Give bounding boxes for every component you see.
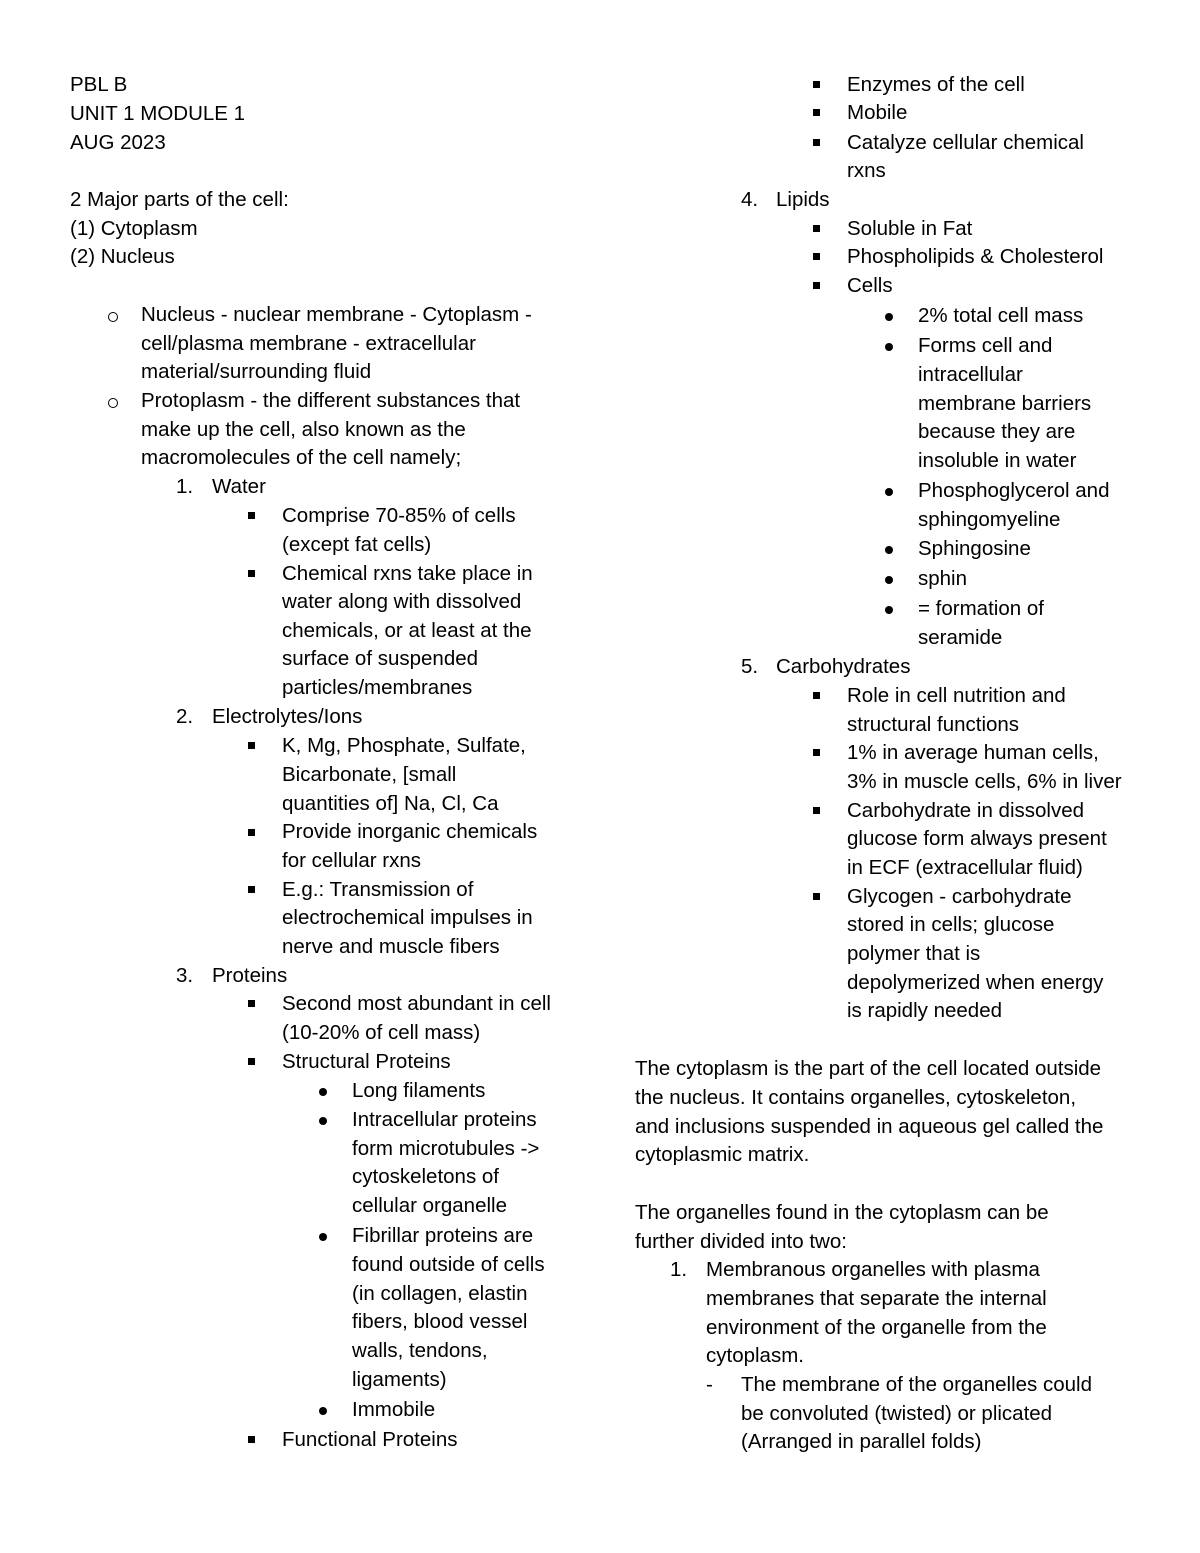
- water-label: Water: [212, 475, 266, 498]
- protoplasm-line-3: macromolecules of the cell namely;: [141, 446, 462, 469]
- membranous-dash-line-3: (Arranged in parallel folds): [741, 1430, 982, 1453]
- electrolytes-item-3-line-3: nerve and muscle fibers: [282, 935, 500, 958]
- square-bullet-icon: [813, 109, 820, 116]
- proteins-item-2: Structural Proteins: [282, 1050, 451, 1073]
- proteins-sub-3-line-1: Fibrillar proteins are: [352, 1224, 534, 1247]
- membranous-line-4: cytoplasm.: [706, 1344, 804, 1367]
- lipids-sub-1: 2% total cell mass: [918, 304, 1084, 327]
- carbs-item-1-line-1: Role in cell nutrition and: [847, 684, 1066, 707]
- carbs-item-2-line-2: 3% in muscle cells, 6% in liver: [847, 770, 1122, 793]
- electrolytes-item-3-line-2: electrochemical impulses in: [282, 906, 533, 929]
- electrolytes-item-2-line-1: Provide inorganic chemicals: [282, 820, 538, 843]
- lipids-sub-2-line-2: intracellular: [918, 363, 1023, 386]
- lipids-sub-6-line-1: = formation of: [918, 597, 1044, 620]
- cytoplasm-para-line-4: cytoplasmic matrix.: [635, 1143, 810, 1166]
- proteins-item-5: Mobile: [847, 101, 908, 124]
- carbs-item-3-line-1: Carbohydrate in dissolved: [847, 799, 1085, 822]
- electrolytes-item-3-line-1: E.g.: Transmission of: [282, 878, 474, 901]
- water-item-2-line-4: surface of suspended: [282, 647, 479, 670]
- lipids-item-2: Phospholipids & Cholesterol: [847, 245, 1104, 268]
- intro-heading: 2 Major parts of the cell:: [70, 188, 289, 211]
- hollow-bullet-icon: [108, 312, 118, 322]
- square-bullet-icon: [248, 512, 255, 519]
- dot-bullet-icon: [885, 546, 893, 554]
- membranous-line-1: Membranous organelles with plasma: [706, 1258, 1040, 1281]
- membranous-number: 1.: [670, 1258, 688, 1281]
- water-number: 1.: [176, 475, 194, 498]
- protoplasm-line-1: Protoplasm - the different substances that: [141, 389, 521, 412]
- square-bullet-icon: [248, 1436, 255, 1443]
- lipids-sub-2-line-4: because they are: [918, 420, 1076, 443]
- water-item-2-line-5: particles/membranes: [282, 676, 473, 699]
- dot-bullet-icon: [885, 313, 893, 321]
- carbs-item-2-line-1: 1% in average human cells,: [847, 741, 1099, 764]
- dot-bullet-icon: [319, 1117, 327, 1125]
- membranous-line-3: environment of the organelle from the: [706, 1316, 1047, 1339]
- proteins-sub-3-line-5: walls, tendons,: [352, 1339, 488, 1362]
- proteins-item-4: Enzymes of the cell: [847, 73, 1025, 96]
- lipids-sub-2-line-5: insoluble in water: [918, 449, 1077, 472]
- lipids-label: Lipids: [776, 188, 830, 211]
- intro-part-1: (1) Cytoplasm: [70, 217, 198, 240]
- lipids-sub-3-line-1: Phosphoglycerol and: [918, 479, 1110, 502]
- membranous-line-2: membranes that separate the internal: [706, 1287, 1047, 1310]
- lipids-sub-4: Sphingosine: [918, 537, 1031, 560]
- dot-bullet-icon: [319, 1233, 327, 1241]
- proteins-sub-3-line-6: ligaments): [352, 1368, 447, 1391]
- carbs-item-3-line-3: in ECF (extracellular fluid): [847, 856, 1083, 879]
- carbs-item-4-line-2: stored in cells; glucose: [847, 913, 1055, 936]
- lipids-sub-3-line-2: sphingomyeline: [918, 508, 1061, 531]
- water-item-1-line-1: Comprise 70-85% of cells: [282, 504, 516, 527]
- header-line-3: AUG 2023: [70, 131, 166, 154]
- membranous-dash-line-1: The membrane of the organelles could: [741, 1373, 1092, 1396]
- proteins-sub-2-line-2: form microtubules ->: [352, 1137, 540, 1160]
- dash-bullet: -: [706, 1373, 713, 1396]
- carbs-item-1-line-2: structural functions: [847, 713, 1020, 736]
- square-bullet-icon: [813, 81, 820, 88]
- dot-bullet-icon: [885, 343, 893, 351]
- square-bullet-icon: [248, 742, 255, 749]
- water-item-2-line-1: Chemical rxns take place in: [282, 562, 533, 585]
- lipids-sub-2-line-1: Forms cell and: [918, 334, 1053, 357]
- carbs-number: 5.: [741, 655, 759, 678]
- header-line-2: UNIT 1 MODULE 1: [70, 102, 246, 125]
- carbs-item-3-line-2: glucose form always present: [847, 827, 1107, 850]
- lipids-sub-2-line-3: membrane barriers: [918, 392, 1092, 415]
- lipids-item-1: Soluble in Fat: [847, 217, 973, 240]
- intro-part-2: (2) Nucleus: [70, 245, 175, 268]
- electrolytes-number: 2.: [176, 705, 194, 728]
- water-item-2-line-2: water along with dissolved: [282, 590, 522, 613]
- proteins-sub-2-line-4: cellular organelle: [352, 1194, 507, 1217]
- square-bullet-icon: [813, 749, 820, 756]
- lipids-item-3: Cells: [847, 274, 893, 297]
- lipids-sub-5: sphin: [918, 567, 968, 590]
- lipids-number: 4.: [741, 188, 759, 211]
- cytoplasm-para-line-3: and inclusions suspended in aqueous gel called the: [635, 1115, 1104, 1138]
- square-bullet-icon: [813, 282, 820, 289]
- proteins-sub-3-line-3: (in collagen, elastin: [352, 1282, 528, 1305]
- square-bullet-icon: [813, 692, 820, 699]
- membranous-dash-line-2: be convoluted (twisted) or plicated: [741, 1402, 1053, 1425]
- dot-bullet-icon: [319, 1407, 327, 1415]
- square-bullet-icon: [813, 225, 820, 232]
- proteins-number: 3.: [176, 964, 194, 987]
- square-bullet-icon: [248, 886, 255, 893]
- dot-bullet-icon: [319, 1088, 327, 1096]
- nucleus-line-3: material/surrounding fluid: [141, 360, 372, 383]
- square-bullet-icon: [813, 807, 820, 814]
- proteins-label: Proteins: [212, 964, 288, 987]
- carbs-item-4-line-1: Glycogen - carbohydrate: [847, 885, 1072, 908]
- proteins-sub-2-line-3: cytoskeletons of: [352, 1165, 499, 1188]
- electrolytes-item-2-line-2: for cellular rxns: [282, 849, 421, 872]
- nucleus-line-1: Nucleus - nuclear membrane - Cytoplasm -: [141, 303, 532, 326]
- cytoplasm-para-line-2: the nucleus. It contains organelles, cytoskeleton,: [635, 1086, 1077, 1109]
- proteins-item-6-line-2: rxns: [847, 159, 886, 182]
- electrolytes-item-1-line-3: quantities of] Na, Cl, Ca: [282, 792, 499, 815]
- nucleus-line-2: cell/plasma membrane - extracellular: [141, 332, 476, 355]
- square-bullet-icon: [248, 570, 255, 577]
- carbs-item-4-line-4: depolymerized when energy: [847, 971, 1104, 994]
- carbs-label: Carbohydrates: [776, 655, 911, 678]
- electrolytes-label: Electrolytes/Ions: [212, 705, 363, 728]
- proteins-sub-2-line-1: Intracellular proteins: [352, 1108, 537, 1131]
- electrolytes-item-1-line-2: Bicarbonate, [small: [282, 763, 457, 786]
- header-line-1: PBL B: [70, 73, 128, 96]
- proteins-sub-4: Immobile: [352, 1398, 436, 1421]
- proteins-sub-1: Long filaments: [352, 1079, 486, 1102]
- water-item-1-line-2: (except fat cells): [282, 533, 432, 556]
- square-bullet-icon: [248, 1000, 255, 1007]
- protoplasm-line-2: make up the cell, also known as the: [141, 418, 466, 441]
- carbs-item-4-line-5: is rapidly needed: [847, 999, 1002, 1022]
- carbs-item-4-line-3: polymer that is: [847, 942, 981, 965]
- dot-bullet-icon: [885, 576, 893, 584]
- hollow-bullet-icon: [108, 398, 118, 408]
- organelles-para-line-1: The organelles found in the cytoplasm can be: [635, 1201, 1049, 1224]
- proteins-item-3: Functional Proteins: [282, 1428, 458, 1451]
- proteins-item-6-line-1: Catalyze cellular chemical: [847, 131, 1084, 154]
- proteins-sub-3-line-4: fibers, blood vessel: [352, 1310, 528, 1333]
- cytoplasm-para-line-1: The cytoplasm is the part of the cell located outside: [635, 1057, 1102, 1080]
- square-bullet-icon: [248, 1058, 255, 1065]
- proteins-item-1-line-1: Second most abundant in cell: [282, 992, 551, 1015]
- square-bullet-icon: [813, 253, 820, 260]
- organelles-para-line-2: further divided into two:: [635, 1230, 847, 1253]
- electrolytes-item-1-line-1: K, Mg, Phosphate, Sulfate,: [282, 734, 526, 757]
- proteins-item-1-line-2: (10-20% of cell mass): [282, 1021, 481, 1044]
- lipids-sub-6-line-2: seramide: [918, 626, 1003, 649]
- proteins-sub-3-line-2: found outside of cells: [352, 1253, 545, 1276]
- dot-bullet-icon: [885, 606, 893, 614]
- square-bullet-icon: [248, 829, 255, 836]
- dot-bullet-icon: [885, 488, 893, 496]
- square-bullet-icon: [813, 139, 820, 146]
- square-bullet-icon: [813, 893, 820, 900]
- water-item-2-line-3: chemicals, or at least at the: [282, 619, 532, 642]
